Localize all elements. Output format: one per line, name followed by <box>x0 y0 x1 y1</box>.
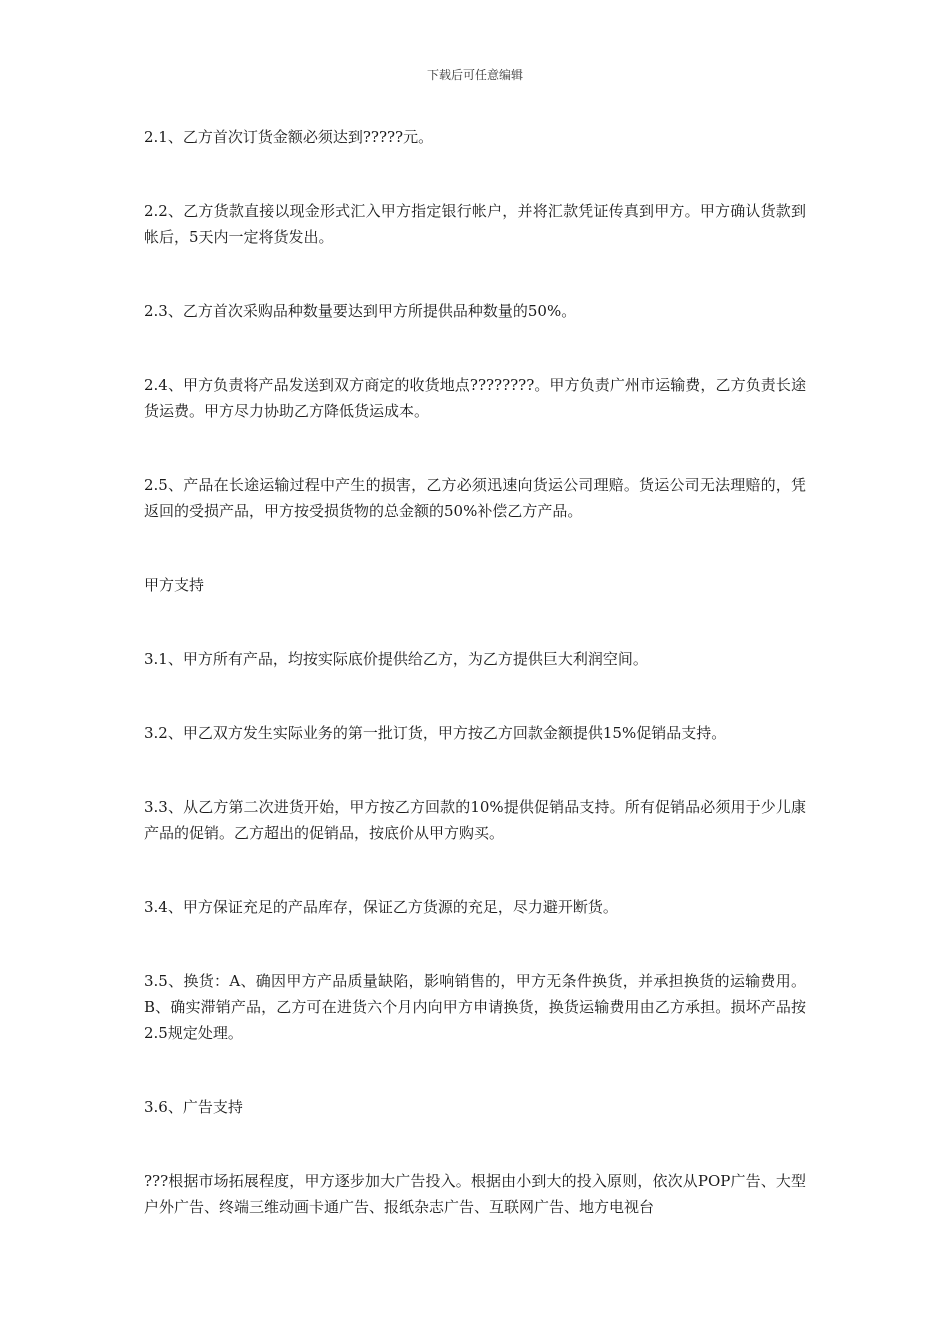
clause-2-2: 2.2、乙方货款直接以现金形式汇入甲方指定银行帐户，并将汇款凭证传真到甲方。甲方确认货款到帐后，5天内一定将货发出。 <box>144 202 806 246</box>
section-heading-party-a-support: 甲方支持 <box>144 576 205 594</box>
clause-2-1: 2.1、乙方首次订货金额必须达到?????元。 <box>144 128 434 146</box>
clause-3-4: 3.4、甲方保证充足的产品库存，保证乙方货源的充足，尽力避开断货。 <box>144 898 618 916</box>
clause-3-6-heading: 3.6、广告支持 <box>144 1098 243 1116</box>
clause-2-5: 2.5、产品在长途运输过程中产生的损害，乙方必须迅速向货运公司理赔。货运公司无法理赔的，凭返回的受损产品，甲方按受损货物的总金额的50%补偿乙方产品。 <box>144 476 806 520</box>
clause-2-4: 2.4、甲方负责将产品发送到双方商定的收货地点????????。甲方负责广州市运输费，乙方负责长途货运费。甲方尽力协助乙方降低货运成本。 <box>144 376 806 420</box>
clause-3-3: 3.3、从乙方第二次进货开始，甲方按乙方回款的10%提供促销品支持。所有促销品必须用于少儿康产品的促销。乙方超出的促销品，按底价从甲方购买。 <box>144 798 806 842</box>
header-note: 下载后可任意编辑 <box>426 68 523 82</box>
clause-3-6-body: ???根据市场拓展程度，甲方逐步加大广告投入。根据由小到大的投入原则，依次从POP广告、大型户外广告、终端三维动画卡通广告、报纸杂志广告、互联网广告、地方电视台 <box>144 1172 806 1216</box>
clause-3-1: 3.1、甲方所有产品，均按实际底价提供给乙方，为乙方提供巨大利润空间。 <box>144 650 648 668</box>
clause-2-3: 2.3、乙方首次采购品种数量要达到甲方所提供品种数量的50%。 <box>144 302 577 320</box>
document-body <box>144 124 806 1220</box>
clause-3-2: 3.2、甲乙双方发生实际业务的第一批订货，甲方按乙方回款金额提供15%促销品支持。 <box>144 724 727 742</box>
clause-3-5: 3.5、换货：A、确因甲方产品质量缺陷，影响销售的，甲方无条件换货，并承担换货的运输费用。B、确实滞销产品，乙方可在进货六个月内向甲方申请换货，换货运输费用由乙方承担。损坏产品按2.5规定处理。 <box>144 972 806 1042</box>
